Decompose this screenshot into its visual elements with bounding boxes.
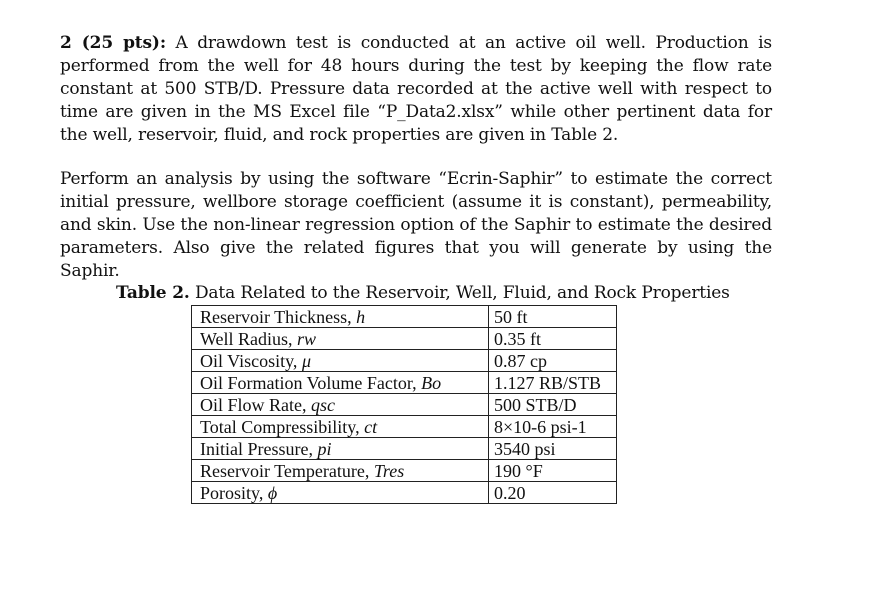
property-symbol: Bo bbox=[421, 372, 442, 393]
property-symbol: μ bbox=[301, 350, 311, 371]
property-symbol: ct bbox=[364, 416, 378, 437]
property-name: Reservoir Thickness, bbox=[200, 306, 357, 327]
table-row bbox=[192, 394, 617, 416]
property-value: 3540 psi bbox=[489, 438, 617, 460]
property-name: Reservoir Temperature, bbox=[200, 460, 374, 481]
table-caption-label: Table 2. bbox=[116, 283, 190, 303]
property-symbol: h bbox=[356, 306, 366, 327]
properties-table-body bbox=[192, 306, 617, 504]
property-name-cell bbox=[192, 328, 489, 350]
question-paragraph-1 bbox=[60, 32, 772, 147]
question-paragraph-2: Perform an analysis by using the software “Ecrin-Saphir” to estimate the correct initial pressure, wellbore storage coefficient (assume it is constant), permeability, and skin. Use the non-linear regression option of the Saphir to estimate the desired parameters. Also give the related figures that you will generate by using the Saphir. bbox=[60, 169, 772, 281]
property-name-cell bbox=[192, 460, 489, 482]
property-value: 8×10-6 psi-1 bbox=[489, 416, 617, 438]
property-name-cell bbox=[192, 350, 489, 372]
property-value: 0.20 bbox=[489, 482, 617, 504]
table-row bbox=[192, 438, 617, 460]
property-value: 0.35 ft bbox=[489, 328, 617, 350]
table-caption bbox=[116, 282, 730, 304]
properties-table bbox=[191, 305, 617, 504]
table-row bbox=[192, 306, 617, 328]
property-value: 500 STB/D bbox=[489, 394, 617, 416]
property-name-cell bbox=[192, 438, 489, 460]
property-symbol: pi bbox=[317, 438, 332, 459]
table-row bbox=[192, 372, 617, 394]
property-name-cell bbox=[192, 306, 489, 328]
question-number: 2 (25 pts): bbox=[60, 33, 166, 53]
property-name-cell bbox=[192, 372, 489, 394]
property-name-cell bbox=[192, 394, 489, 416]
property-value: 50 ft bbox=[489, 306, 617, 328]
property-value: 0.87 cp bbox=[489, 350, 617, 372]
property-symbol: rw bbox=[297, 328, 317, 349]
property-value: 1.127 RB/STB bbox=[489, 372, 617, 394]
property-name-cell bbox=[192, 482, 489, 504]
table-row bbox=[192, 416, 617, 438]
property-name: Well Radius, bbox=[200, 328, 298, 349]
property-name-cell bbox=[192, 416, 489, 438]
property-name: Total Compressibility, bbox=[200, 416, 365, 437]
property-value: 190 °F bbox=[489, 460, 617, 482]
property-name: Oil Viscosity, bbox=[200, 350, 302, 371]
question-text-1: A drawdown test is conducted at an active oil well. Production is performed from the well for 48 hours during the test by keeping the flow rate constant at 500 STB/D. Pressure data recorded at the active well with respect to time are given in the MS Excel file “P_Data2.xlsx” while other pertinent data for the well, reservoir, fluid, and rock properties are given in Table 2. bbox=[60, 33, 772, 145]
table-row bbox=[192, 328, 617, 350]
property-symbol: ϕ bbox=[267, 482, 278, 503]
table-row bbox=[192, 460, 617, 482]
property-name: Porosity, bbox=[200, 482, 268, 503]
table-row bbox=[192, 350, 617, 372]
property-symbol: Tres bbox=[373, 460, 405, 481]
property-symbol: qsc bbox=[311, 394, 335, 415]
table-row bbox=[192, 482, 617, 504]
property-name: Oil Formation Volume Factor, bbox=[200, 372, 422, 393]
table-caption-text: Data Related to the Reservoir, Well, Fluid, and Rock Properties bbox=[194, 283, 730, 303]
property-name: Initial Pressure, bbox=[200, 438, 318, 459]
property-name: Oil Flow Rate, bbox=[200, 394, 311, 415]
